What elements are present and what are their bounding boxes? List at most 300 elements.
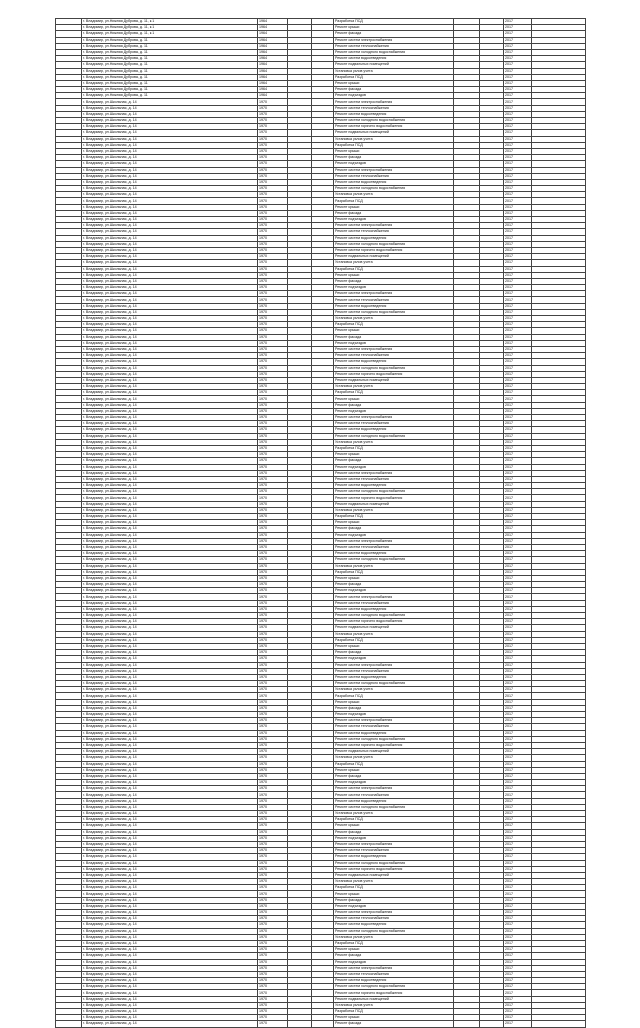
table-cell: г. Владимир, ул.Школьная, д. 14 [82,452,258,458]
table-cell: г. Владимир, ул.Школьная, д. 14 [82,965,258,971]
table-cell: г. Владимир, ул.Школьная, д. 14 [82,959,258,965]
table-cell: 2017 [504,792,532,798]
table-cell: г. Владимир, ул.Школьная, д. 14 [82,148,258,154]
table-cell: 1970 [258,600,288,606]
table-cell: 1970 [258,786,288,792]
table-cell: Ремонт систем горячего водоснабжения [334,866,454,872]
table-cell: Ремонт систем электроснабжения [334,841,454,847]
table-cell: Ремонт фасада [334,953,454,959]
table-cell: Разработка ПСД [334,198,454,204]
table-cell: 2017 [504,823,532,829]
table-cell: Ремонт подъездов [334,959,454,965]
table-cell: 1970 [258,978,288,984]
table-cell: г. Владимир, ул.Школьная, д. 14 [82,415,258,421]
table-cell: 2017 [504,254,532,260]
table-cell: 2017 [504,198,532,204]
table-cell: Ремонт крыши [334,328,454,334]
table-cell: 1970 [258,829,288,835]
table-cell: Ремонт систем электроснабжения [334,167,454,173]
table-cell: Ремонт крыши [334,823,454,829]
table-cell: г. Владимир, ул.Школьная, д. 14 [82,396,258,402]
table-cell: 1970 [258,544,288,550]
table-cell: 2017 [504,551,532,557]
table-cell: 1970 [258,111,288,117]
table-cell: г. Владимир, ул.Школьная, д. 14 [82,613,258,619]
table-cell: г. Владимир, ул.Школьная, д. 14 [82,990,258,996]
table-cell: 1970 [258,631,288,637]
table-cell: Ремонт систем холодного водоснабжения [334,49,454,55]
table-cell: Ремонт систем горячего водоснабжения [334,124,454,130]
table-cell: Ремонт систем горячего водоснабжения [334,495,454,501]
table-cell: Ремонт систем электроснабжения [334,37,454,43]
table-cell: Установка узлов учета [334,563,454,569]
table-cell: 2017 [504,588,532,594]
table-cell: г. Владимир, ул.Школьная, д. 14 [82,285,258,291]
table-cell: 1970 [258,316,288,322]
table-cell: г. Владимир, ул.Школьная, д. 14 [82,736,258,742]
table-cell: Ремонт систем водоотведения [334,179,454,185]
table-cell: 1970 [258,266,288,272]
table-cell: Ремонт систем электроснабжения [334,223,454,229]
table-cell: 2017 [504,396,532,402]
table-cell: Разработка ПСД [334,19,454,25]
table-cell: 2017 [504,526,532,532]
table-cell: г. Владимир, ул.Школьная, д. 14 [82,637,258,643]
table-cell: Ремонт систем холодного водоснабжения [334,613,454,619]
table-cell: 2017 [504,619,532,625]
table-cell: Ремонт систем теплоснабжения [334,792,454,798]
table-cell: Установка узлов учета [334,934,454,940]
table-cell: 2017 [504,984,532,990]
table-cell: 2017 [504,514,532,520]
table-cell: Ремонт систем холодного водоснабжения [334,118,454,124]
table-cell: г. Владимир, ул.Школьная, д. 14 [82,872,258,878]
table-cell: Разработка ПСД [334,817,454,823]
table-cell: 2017 [504,606,532,612]
table-cell: г. Владимир, ул.Школьная, д. 14 [82,204,258,210]
table-cell: 2017 [504,712,532,718]
table-cell: г. Владимир, ул.Школьная, д. 14 [82,773,258,779]
table-cell: Ремонт фасада [334,650,454,656]
table-cell: Ремонт фасада [334,334,454,340]
table-cell: 1964 [258,87,288,93]
table-cell: Ремонт систем теплоснабжения [334,43,454,49]
table-cell: 2017 [504,903,532,909]
table-cell: Установка узлов учета [334,439,454,445]
table-cell: 2017 [504,978,532,984]
table-cell: Ремонт подвальных помещений [334,130,454,136]
table-cell: г. Владимир, ул.Школьная, д. 14 [82,978,258,984]
table-cell: 2017 [504,118,532,124]
table-cell: 2017 [504,142,532,148]
table-cell: 1970 [258,848,288,854]
table-cell: 1970 [258,656,288,662]
table-cell: 1970 [258,934,288,940]
table-cell: Ремонт фасада [334,897,454,903]
table-cell: Ремонт систем электроснабжения [334,415,454,421]
table-cell: 2017 [504,866,532,872]
table-cell: 1970 [258,495,288,501]
table-cell: 1970 [258,767,288,773]
table-cell: г. Владимир, ул.Нижняя Дуброва, д. 11, к.1 [82,19,258,25]
table-cell: 1964 [258,49,288,55]
table-cell: 2017 [504,192,532,198]
table-cell: 2017 [504,674,532,680]
table-cell: г. Владимир, ул.Нижняя Дуброва, д. 11 [82,49,258,55]
table-cell: 2017 [504,179,532,185]
table-cell: г. Владимир, ул.Школьная, д. 14 [82,167,258,173]
table-cell: Ремонт крыши [334,204,454,210]
table-cell: Ремонт систем водоотведения [334,674,454,680]
table-cell: 1970 [258,872,288,878]
table-cell: 2017 [504,1021,532,1027]
table-cell: 2017 [504,186,532,192]
table-cell: Ремонт систем холодного водоснабжения [334,681,454,687]
table-cell: 2017 [504,377,532,383]
table-cell: 1970 [258,885,288,891]
table-cell: г. Владимир, ул.Школьная, д. 14 [82,650,258,656]
table-cell: 2017 [504,476,532,482]
table-cell: г. Владимир, ул.Школьная, д. 14 [82,483,258,489]
table-cell: 1964 [258,43,288,49]
table-cell: Ремонт систем холодного водоснабжения [334,309,454,315]
table-cell: 2017 [504,761,532,767]
table-cell: 2017 [504,87,532,93]
table-cell: Ремонт систем водоотведения [334,303,454,309]
table-cell: г. Владимир, ул.Нижняя Дуброва, д. 11 [82,80,258,86]
table-cell: 2017 [504,934,532,940]
table-cell: 2017 [504,569,532,575]
table-cell: Ремонт систем холодного водоснабжения [334,804,454,810]
table-cell: 1970 [258,452,288,458]
table-cell: 1970 [258,1015,288,1021]
table-cell: Ремонт подъездов [334,588,454,594]
table-cell: г. Владимир, ул.Нижняя Дуброва, д. 11 [82,74,258,80]
table-cell: г. Владимир, ул.Школьная, д. 14 [82,681,258,687]
table-cell: 2017 [504,303,532,309]
table-cell: Ремонт систем водоотведения [334,798,454,804]
table-cell: 2017 [504,247,532,253]
table-cell: 2017 [504,841,532,847]
table-cell: 1970 [258,359,288,365]
table-cell: 2017 [504,928,532,934]
table-cell: Ремонт фасада [334,31,454,37]
table-cell: 2017 [504,402,532,408]
table-cell: Ремонт систем водоотведения [334,427,454,433]
table-cell: г. Владимир, ул.Нижняя Дуброва, д. 11 [82,37,258,43]
table-cell: 2017 [504,309,532,315]
table-cell: Ремонт систем горячего водоснабжения [334,371,454,377]
table-cell: 1970 [258,650,288,656]
table-cell: 1970 [258,118,288,124]
table-cell: 1970 [258,575,288,581]
table-cell: 1964 [258,56,288,62]
table-cell: 2017 [504,155,532,161]
table-cell: 2017 [504,835,532,841]
table-cell: г. Владимир, ул.Школьная, д. 14 [82,903,258,909]
table-cell: Ремонт подвальных помещений [334,625,454,631]
table-cell: 1970 [258,173,288,179]
table-cell: 1970 [258,959,288,965]
table-cell: 2017 [504,532,532,538]
table-cell: 2017 [504,359,532,365]
table-cell: 1970 [258,167,288,173]
table-cell: Ремонт систем электроснабжения [334,718,454,724]
table-cell: 1970 [258,817,288,823]
table-cell: г. Владимир, ул.Школьная, д. 14 [82,866,258,872]
table-cell: Ремонт систем водоотведения [334,483,454,489]
table-cell: 2017 [504,1002,532,1008]
table-cell: 2017 [504,891,532,897]
table-cell: 2017 [504,297,532,303]
table-cell: Ремонт подъездов [334,161,454,167]
table-cell: Ремонт систем теплоснабжения [334,353,454,359]
table-cell: Ремонт систем водоотведения [334,111,454,117]
table-cell: Ремонт фасада [334,773,454,779]
table-cell: Ремонт систем горячего водоснабжения [334,990,454,996]
table-cell: г. Владимир, ул.Школьная, д. 14 [82,384,258,390]
table-cell: г. Владимир, ул.Школьная, д. 14 [82,118,258,124]
table-cell: г. Владимир, ул.Школьная, д. 14 [82,507,258,513]
table-cell: 2017 [504,631,532,637]
table-cell: Ремонт крыши [334,891,454,897]
table-cell: 2017 [504,316,532,322]
table-cell: 1970 [258,346,288,352]
table-cell: 1970 [258,322,288,328]
table-cell: 2017 [504,99,532,105]
table-cell: 1970 [258,897,288,903]
table-cell: 2017 [504,390,532,396]
table-cell: г. Владимир, ул.Школьная, д. 14 [82,421,258,427]
table-cell: г. Владимир, ул.Школьная, д. 14 [82,532,258,538]
table-cell: 1970 [258,142,288,148]
table-cell: г. Владимир, ул.Школьная, д. 14 [82,476,258,482]
table-cell: Ремонт подъездов [334,464,454,470]
table-cell: 1970 [258,724,288,730]
table-cell: г. Владимир, ул.Школьная, д. 14 [82,848,258,854]
table-cell: 1970 [258,860,288,866]
table-cell: 1970 [258,557,288,563]
table-cell: Ремонт систем холодного водоснабжения [334,557,454,563]
table-cell: Ремонт систем холодного водоснабжения [334,984,454,990]
table-cell [532,1021,586,1027]
table-cell: 2017 [504,965,532,971]
table-cell: 1970 [258,582,288,588]
table-cell: Установка узлов учета [334,1002,454,1008]
table-cell: 1970 [258,217,288,223]
table-cell: 1970 [258,130,288,136]
table-cell: 1970 [258,445,288,451]
table-cell: Установка узлов учета [334,384,454,390]
table-cell: Ремонт подъездов [334,285,454,291]
table-cell: г. Владимир, ул.Школьная, д. 14 [82,947,258,953]
table-cell: 1970 [258,891,288,897]
table-cell: г. Владимир, ул.Школьная, д. 14 [82,433,258,439]
table-cell: г. Владимир, ул.Школьная, д. 14 [82,798,258,804]
table-cell [454,1021,480,1027]
table-cell: 2017 [504,681,532,687]
table-cell: 1970 [258,328,288,334]
table-cell: 2017 [504,204,532,210]
table-cell: 1970 [258,476,288,482]
table-cell: 2017 [504,130,532,136]
table-cell: Ремонт крыши [334,699,454,705]
table-cell: Разработка ПСД [334,266,454,272]
table-cell: Ремонт фасада [334,526,454,532]
table-cell: г. Владимир, ул.Школьная, д. 14 [82,619,258,625]
table-cell: 1970 [258,674,288,680]
table-cell: 1970 [258,804,288,810]
table-cell: г. Владимир, ул.Школьная, д. 14 [82,247,258,253]
table-cell: г. Владимир, ул.Школьная, д. 14 [82,111,258,117]
table-cell: 1964 [258,62,288,68]
table-cell: Ремонт систем холодного водоснабжения [334,433,454,439]
table-cell: г. Владимир, ул.Школьная, д. 14 [82,984,258,990]
table-cell: г. Владимир, ул.Школьная, д. 14 [82,278,258,284]
table-cell: 1970 [258,204,288,210]
table-cell: 2017 [504,885,532,891]
table-cell: Разработка ПСД [334,390,454,396]
table-cell: г. Владимир, ул.Школьная, д. 14 [82,662,258,668]
table-cell: 2017 [504,736,532,742]
table-cell: 1970 [258,910,288,916]
table-cell: Ремонт систем электроснабжения [334,662,454,668]
table-cell: 2017 [504,705,532,711]
table-cell: Установка узлов учета [334,260,454,266]
table-cell: 2017 [504,829,532,835]
table-cell: 1970 [258,606,288,612]
table-cell: Ремонт крыши [334,80,454,86]
table-cell: 2017 [504,161,532,167]
table-cell: 1970 [258,186,288,192]
table-cell: 1970 [258,551,288,557]
table-cell: 1970 [258,483,288,489]
table-cell: Ремонт крыши [334,148,454,154]
table-cell: Разработка ПСД [334,142,454,148]
table-cell [312,1021,334,1027]
table-cell: г. Владимир, ул.Школьная, д. 14 [82,600,258,606]
table-cell: 1970 [258,526,288,532]
table-cell: г. Владимир, ул.Школьная, д. 14 [82,841,258,847]
table-cell: Ремонт систем горячего водоснабжения [334,742,454,748]
table-cell: 1964 [258,25,288,31]
table-cell: 2017 [504,749,532,755]
table-cell: 2017 [504,811,532,817]
table-cell: г. Владимир, ул.Школьная, д. 14 [82,198,258,204]
table-cell: 2017 [504,693,532,699]
table-cell: г. Владимир, ул.Школьная, д. 14 [82,811,258,817]
table-cell: 2017 [504,940,532,946]
table-cell: 1970 [258,260,288,266]
table-cell: Ремонт систем электроснабжения [334,538,454,544]
table-cell: 1970 [258,303,288,309]
table-cell: 1970 [258,439,288,445]
table-cell: Установка узлов учета [334,68,454,74]
table-cell: г. Владимир, ул.Школьная, д. 14 [82,569,258,575]
table-cell: Ремонт фасада [334,829,454,835]
table-cell: 2017 [504,594,532,600]
table-cell: Ремонт фасада [334,582,454,588]
table-cell: Установка узлов учета [334,136,454,142]
table-cell: 2017 [504,62,532,68]
table-cell: г. Владимир, ул.Школьная, д. 14 [82,1015,258,1021]
table-cell: 2017 [504,340,532,346]
table-cell: 2017 [504,668,532,674]
table-cell: Ремонт систем электроснабжения [334,346,454,352]
table-cell: Ремонт систем теплоснабжения [334,476,454,482]
table-cell: г. Владимир, ул.Школьная, д. 14 [82,495,258,501]
table-cell: Ремонт систем холодного водоснабжения [334,928,454,934]
table-cell: г. Владимир, ул.Школьная, д. 14 [82,687,258,693]
table-cell: 2017 [504,470,532,476]
table-cell: 1970 [258,105,288,111]
table-cell: г. Владимир, ул.Школьная, д. 14 [82,538,258,544]
table-cell: Ремонт систем электроснабжения [334,786,454,792]
table-cell: 1970 [258,749,288,755]
table-cell: г. Владимир, ул.Школьная, д. 14 [82,223,258,229]
table-cell: 2017 [504,854,532,860]
table-cell: 2017 [504,111,532,117]
table-cell: г. Владимир, ул.Школьная, д. 14 [82,173,258,179]
table-cell: 1964 [258,19,288,25]
table-cell: г. Владимир, ул.Школьная, д. 14 [82,544,258,550]
table-cell: 2017 [504,879,532,885]
table-cell: 1970 [258,247,288,253]
table-cell: Разработка ПСД [334,74,454,80]
table-cell: 2017 [504,773,532,779]
table-cell [480,1021,504,1027]
table-cell: 2017 [504,959,532,965]
table-cell: 2017 [504,625,532,631]
table-cell: г. Владимир, ул.Нижняя Дуброва, д. 11 [82,62,258,68]
table-cell: г. Владимир, ул.Школьная, д. 14 [82,322,258,328]
table-cell: Ремонт фасада [334,87,454,93]
table-cell: 2017 [504,241,532,247]
table-cell: Ремонт крыши [334,1015,454,1021]
table-cell: 1970 [258,798,288,804]
table-cell: 1970 [258,718,288,724]
table-cell: Ремонт систем горячего водоснабжения [334,247,454,253]
table-cell: Ремонт систем водоотведения [334,606,454,612]
table-cell: Ремонт крыши [334,947,454,953]
table-cell: г. Владимир, ул.Школьная, д. 14 [82,934,258,940]
table-cell: Ремонт подъездов [334,532,454,538]
table-cell: 2017 [504,427,532,433]
table-cell: г. Владимир, ул.Школьная, д. 14 [82,724,258,730]
table-cell: 1970 [258,235,288,241]
table-cell: г. Владимир, ул.Школьная, д. 14 [82,161,258,167]
table-cell: г. Владимир, ул.Школьная, д. 14 [82,186,258,192]
table-cell: 1970 [258,996,288,1002]
table-cell: Ремонт подвальных помещений [334,62,454,68]
table-cell: г. Владимир, ул.Школьная, д. 14 [82,291,258,297]
table-cell: г. Владимир, ул.Школьная, д. 14 [82,346,258,352]
table-cell: г. Владимир, ул.Школьная, д. 14 [82,606,258,612]
table-cell: 1970 [258,792,288,798]
table-cell: г. Владимир, ул.Школьная, д. 14 [82,402,258,408]
table-cell: Ремонт систем теплоснабжения [334,297,454,303]
table-cell: 1970 [258,823,288,829]
table-cell: 2017 [504,804,532,810]
table-cell: 1970 [258,396,288,402]
table-cell: 2017 [504,817,532,823]
table-cell: г. Владимир, ул.Школьная, д. 14 [82,582,258,588]
table-cell: г. Владимир, ул.Школьная, д. 14 [82,897,258,903]
table-cell: г. Владимир, ул.Школьная, д. 14 [82,260,258,266]
table-cell: Разработка ПСД [334,569,454,575]
table-cell: 1970 [258,489,288,495]
table-cell: 1970 [258,501,288,507]
